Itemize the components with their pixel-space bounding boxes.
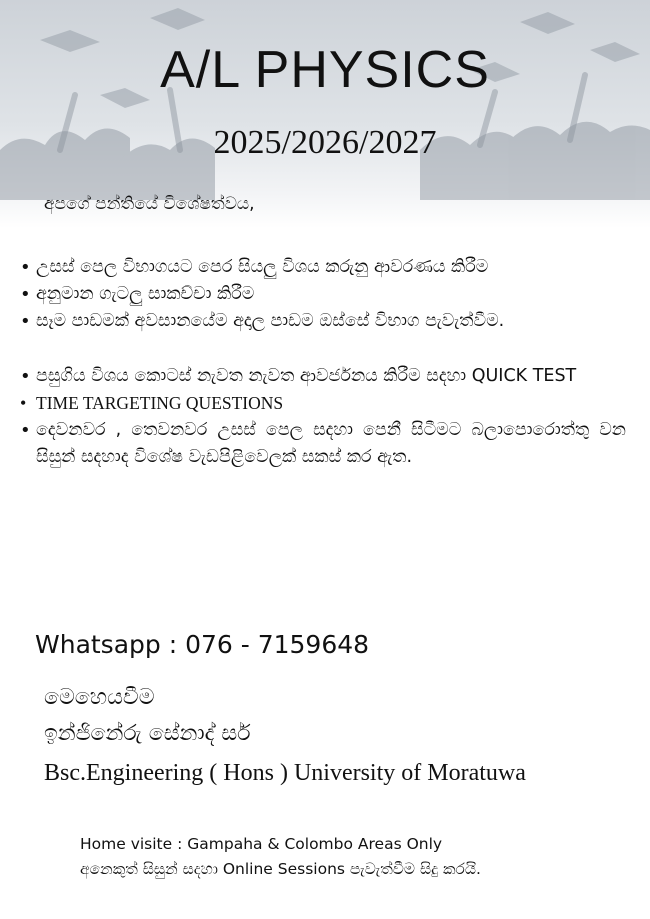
footer-info: [80, 832, 481, 882]
feature-item: • සෑම පාඩමක් අවසානයේම අදාල පාඩම ඔස්සේ විභාග පැවැත්වීම.: [16, 308, 626, 335]
whatsapp-contact: Whatsapp : 076 - 7159648: [35, 630, 370, 659]
feature-item: • අනුමාන ගැටලු සාකච්චා කිරීම: [16, 281, 626, 308]
feature-item-text: පසුගිය විශය කොටස් නැවත නැවත ආවර්ජනය කිරීම සදහා QUICK TEST: [36, 366, 577, 386]
feature-item: [16, 363, 626, 390]
intro-heading: අපගේ පන්තියේ විශේෂත්වය,: [44, 194, 255, 214]
teacher-degree: Bsc.Engineering ( Hons ) University of Moratuwa: [44, 760, 526, 786]
teacher-block: [44, 680, 251, 752]
conducted-by-label: මෙහෙයවීම: [44, 685, 155, 710]
features-list: [16, 254, 626, 471]
home-visit-note: Home visite : Gampaha & Colombo Areas Only: [80, 835, 443, 853]
teacher-name: ඉන්ජිනේරු සේනාද් සර්: [44, 721, 251, 746]
feature-item: • දෙවනවර , තෙවනවර උසස් පෙල සදහා පෙනී සිටීමට බලාපොරොත්තු වන සිසුන් සදහාද විශේෂ වැඩපිළිවෙලක් සකස් කර ඇත.: [16, 417, 626, 471]
feature-item: • උසස් පෙල විභාගයට පෙර සියලු විශය කරුනු ආවරණය කිරීම: [16, 254, 626, 281]
feature-item: • TIME TARGETING QUESTIONS: [16, 390, 626, 417]
academic-years: 2025/2026/2027: [213, 124, 437, 161]
page-title: A/L PHYSICS: [160, 41, 490, 99]
online-sessions-note: අනෙකුත් සිසුන් සදහා Online Sessions පැවැත්වීම සිදු කරයි.: [80, 860, 481, 878]
